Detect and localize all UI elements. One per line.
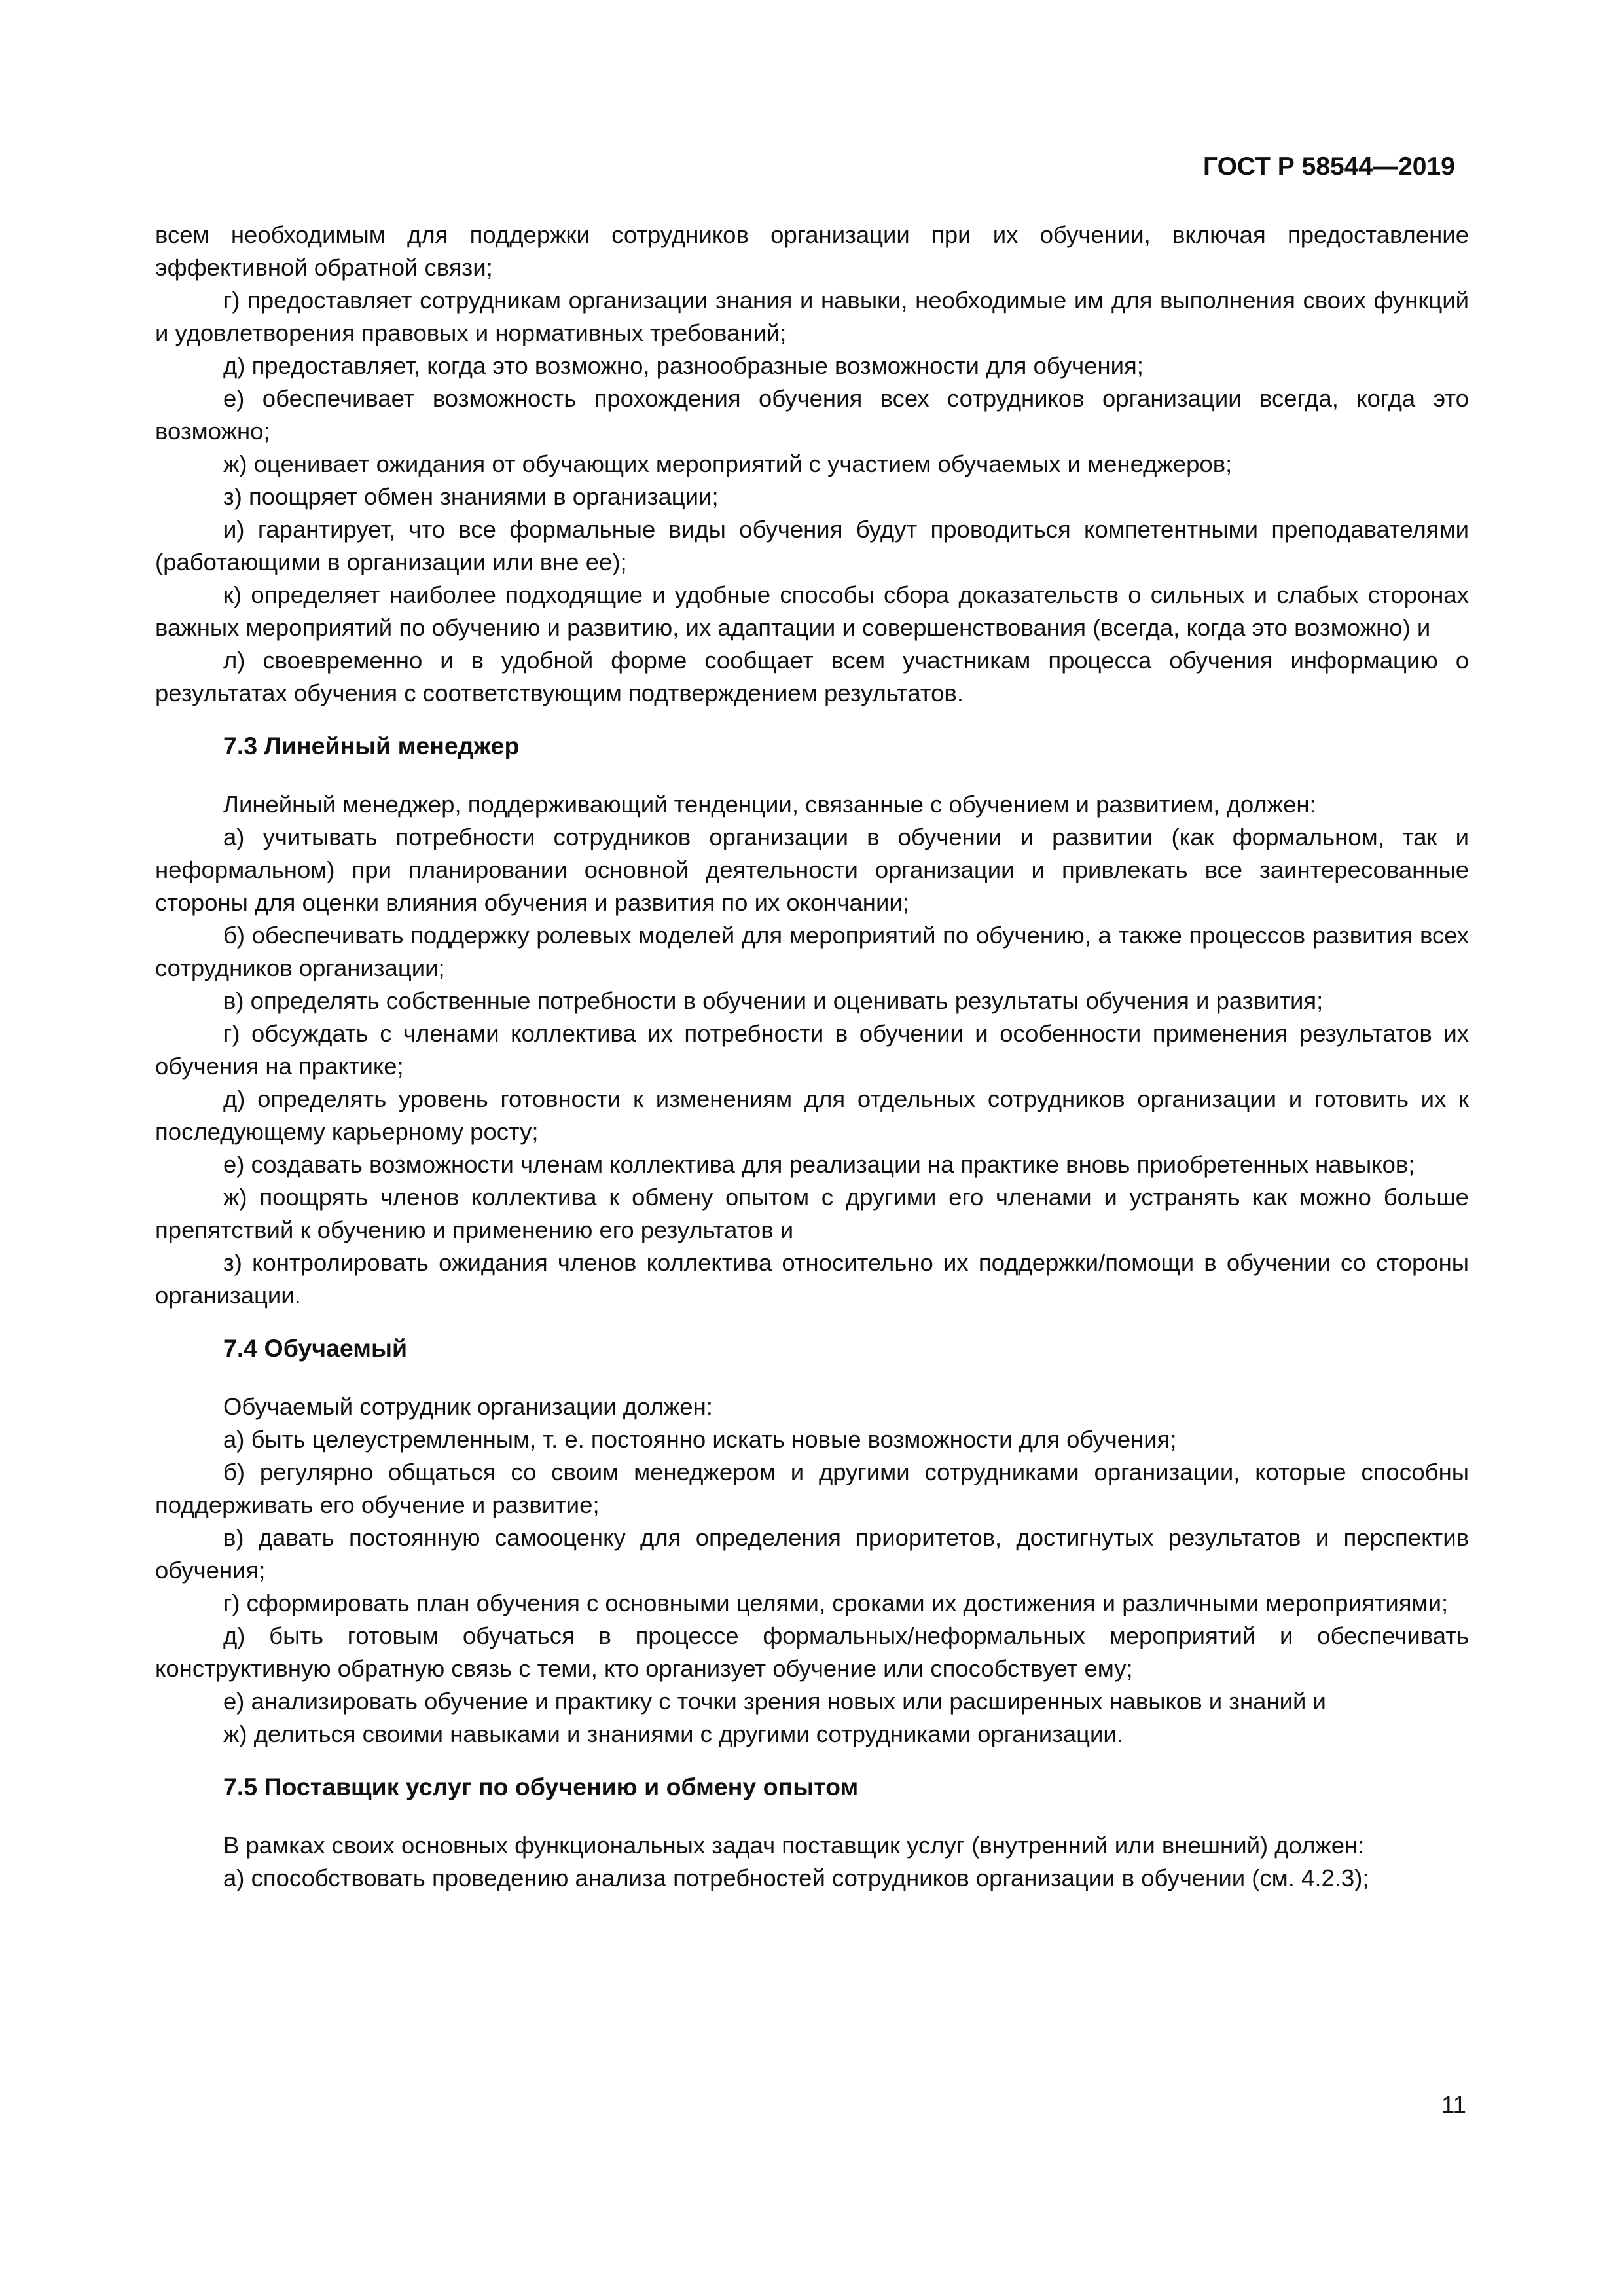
list-item: г) сформировать план обучения с основными целями, сроками их достижения и различными мероприятиями;	[223, 1590, 1449, 1616]
list-item: е) анализировать обучение и практику с точки зрения новых или расширенных навыков и знаний и	[223, 1688, 1326, 1715]
list-item: а) быть целеустремленным, т. е. постоянно искать новые возможности для обучения;	[223, 1426, 1177, 1453]
list-item: ж) оценивает ожидания от обучающих мероприятий с участием обучаемых и менеджеров;	[223, 450, 1233, 477]
list-item: б) регулярно общаться со своим менеджером и другими сотрудниками организации, которые способны поддерживать его обучение и развитие;	[155, 1459, 1469, 1518]
paragraph-continuation: всем необходимым для поддержки сотрудников организации при их обучении, включая предоставление эффективной обратной связи;	[155, 221, 1469, 281]
list-item: г) обсуждать с членами коллектива их потребности в обучении и особенности применения результатов их обучения на практике;	[155, 1020, 1469, 1080]
list-item: к) определяет наиболее подходящие и удобные способы сбора доказательств о сильных и слабых сторонах важных мероприятий по обучению и развитию, их адаптации и совершенствования (всегда, когда это возможно) и	[155, 581, 1469, 641]
list-item: а) способствовать проведению анализа потребностей сотрудников организации в обучении (см. 4.2.3);	[223, 1865, 1369, 1891]
list-item: а) учитывать потребности сотрудников организации в обучении и развитии (как формальном, так и неформальном) при планировании основной деятельности организации и привлекать все заинтересованные стороны для оценки влияния обучения и развития по их окончании;	[155, 824, 1469, 916]
list-item: д) определять уровень готовности к изменениям для отдельных сотрудников организации и готовить их к последующему карьерному росту;	[155, 1085, 1469, 1145]
list-item: л) своевременно и в удобной форме сообщает всем участникам процесса обучения информацию о результатах обучения с соответствующим подтверждением результатов.	[155, 647, 1469, 706]
list-item: е) создавать возможности членам коллектива для реализации на практике вновь приобретенных навыков;	[223, 1151, 1415, 1178]
page-body	[155, 219, 1469, 1895]
list-item: д) предоставляет, когда это возможно, разнообразные возможности для обучения;	[223, 352, 1144, 379]
list-item: з) поощряет обмен знаниями в организации;	[223, 483, 719, 510]
section-heading-7-5: 7.5 Поставщик услуг по обучению и обмену опытом	[223, 1773, 859, 1800]
standard-designation: ГОСТ Р 58544—2019	[1203, 153, 1455, 181]
section-heading-7-3: 7.3 Линейный менеджер	[223, 732, 520, 759]
section-intro: Линейный менеджер, поддерживающий тенденции, связанные с обучением и развитием, должен:	[223, 791, 1316, 818]
section-intro: Обучаемый сотрудник организации должен:	[223, 1393, 713, 1420]
section-intro: В рамках своих основных функциональных задач поставщик услуг (внутренний или внешний) должен:	[223, 1832, 1365, 1859]
list-item: и) гарантирует, что все формальные виды обучения будут проводиться компетентными преподавателями (работающими в организации или вне ее);	[155, 516, 1469, 575]
list-item: д) быть готовым обучаться в процессе формальных/неформальных мероприятий и обеспечивать конструктивную обратную связь с теми, кто организует обучение или способствует ему;	[155, 1622, 1469, 1682]
list-item: ж) делиться своими навыками и знаниями с другими сотрудниками организации.	[223, 1721, 1123, 1747]
list-item: в) давать постоянную самооценку для определения приоритетов, достигнутых результатов и перспектив обучения;	[155, 1524, 1469, 1584]
list-item: ж) поощрять членов коллектива к обмену опытом с другими его членами и устранять как можно больше препятствий к обучению и применению его результатов и	[155, 1184, 1469, 1243]
page-number: 11	[1441, 2091, 1466, 2118]
list-item: в) определять собственные потребности в обучении и оценивать результаты обучения и развития;	[223, 987, 1324, 1014]
list-item: г) предоставляет сотрудникам организации знания и навыки, необходимые им для выполнения своих функций и удовлетворения правовых и нормативных требований;	[155, 287, 1469, 346]
list-item: б) обеспечивать поддержку ролевых моделей для мероприятий по обучению, а также процессов развития всех сотрудников организации;	[155, 922, 1469, 981]
section-heading-7-4: 7.4 Обучаемый	[223, 1334, 408, 1362]
list-item: е) обеспечивает возможность прохождения обучения всех сотрудников организации всегда, когда это возможно;	[155, 385, 1469, 445]
list-item: з) контролировать ожидания членов коллектива относительно их поддержки/помощи в обучении со стороны организации.	[155, 1249, 1469, 1309]
